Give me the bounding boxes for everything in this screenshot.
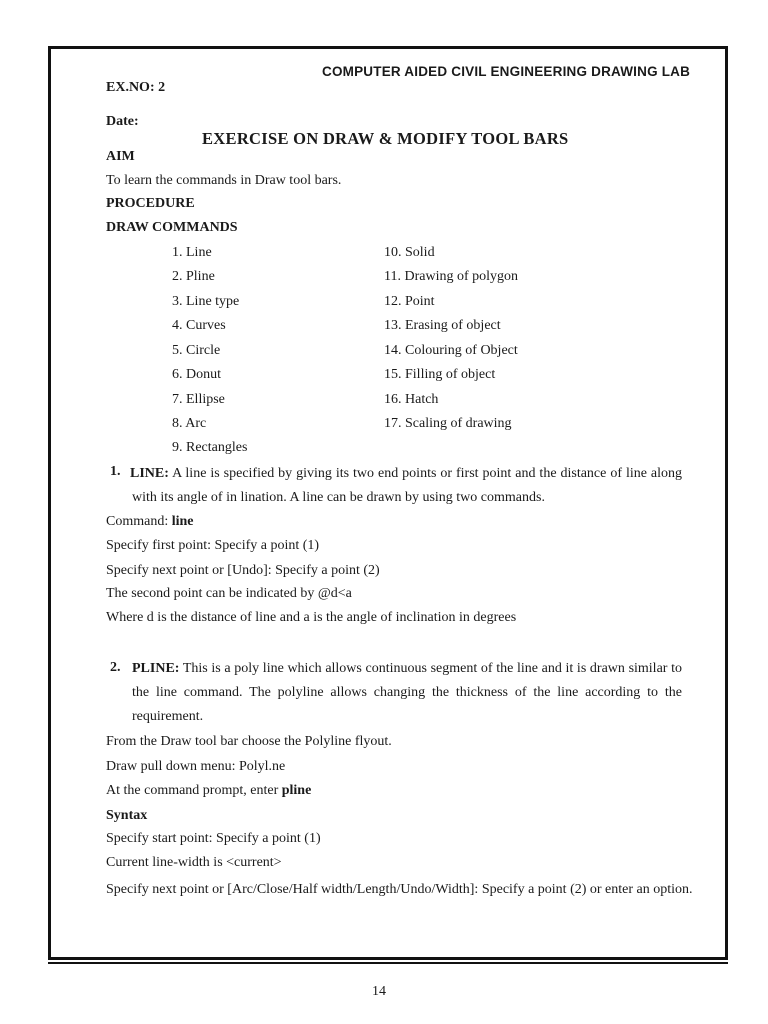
pline-section-paragraph xyxy=(132,657,682,729)
list-item: 6. Donut xyxy=(172,367,221,382)
line-section-paragraph xyxy=(132,462,682,510)
list-item: 7. Ellipse xyxy=(172,392,225,407)
date-label: Date: xyxy=(106,114,139,129)
line-section-text: A line is specified by giving its two end points or first point and the distance of line along with its angle of in lination. A line can be drawn by using two commands. xyxy=(132,466,683,505)
pline-step: Draw pull down menu: Polyl.ne xyxy=(106,759,286,774)
list-item: 9. Rectangles xyxy=(172,440,248,455)
command-name: line xyxy=(171,514,194,529)
procedure-heading: PROCEDURE xyxy=(106,196,195,211)
lab-title: COMPUTER AIDED CIVIL ENGINEERING DRAWING LAB xyxy=(322,64,691,79)
syntax-heading: Syntax xyxy=(106,808,148,823)
list-item: 1. Line xyxy=(172,245,212,260)
aim-heading: AIM xyxy=(106,149,135,164)
pline-section-text: This is a poly line which allows continuous segment of the line and it is drawn similar to the line command. The polyline allows changing the thickness of the line according to the requirement. xyxy=(132,661,682,724)
aim-text: To learn the commands in Draw tool bars. xyxy=(106,173,342,188)
bottom-rule xyxy=(48,962,728,964)
list-item: 17. Scaling of drawing xyxy=(384,416,512,431)
list-item: 5. Circle xyxy=(172,343,221,358)
list-item: 2. Pline xyxy=(172,269,215,284)
syntax-line: Current line-width is <current> xyxy=(106,855,282,870)
list-item: 16. Hatch xyxy=(384,392,439,407)
line-section-number: 1. xyxy=(110,464,121,479)
prompt-prefix: At the command prompt, enter xyxy=(106,783,279,798)
list-item: 13. Erasing of object xyxy=(384,318,501,333)
pline-prompt xyxy=(106,783,311,799)
line-step: The second point can be indicated by @d<a xyxy=(106,586,352,601)
line-step: Specify next point or [Undo]: Specify a point (2) xyxy=(106,563,380,578)
list-item: 14. Colouring of Object xyxy=(384,343,518,358)
line-section-label: LINE: xyxy=(130,466,169,481)
syntax-line: Specify next point or [Arc/Close/Half width/Length/Undo/Width]: Specify a point (2) or enter an option. xyxy=(106,882,693,897)
pline-step: From the Draw tool bar choose the Polyline flyout. xyxy=(106,734,392,749)
draw-commands-heading: DRAW COMMANDS xyxy=(106,220,238,235)
pline-section-number: 2. xyxy=(110,660,121,675)
list-item: 11. Drawing of polygon xyxy=(384,269,519,284)
list-item: 10. Solid xyxy=(384,245,435,260)
syntax-line: Specify start point: Specify a point (1) xyxy=(106,831,321,846)
pline-section-label: PLINE: xyxy=(132,661,180,676)
line-command xyxy=(106,514,194,530)
list-item: 15. Filling of object xyxy=(384,367,496,382)
command-prefix: Command: xyxy=(106,514,169,529)
prompt-command: pline xyxy=(281,783,312,798)
list-item: 12. Point xyxy=(384,294,435,309)
list-item: 8. Arc xyxy=(172,416,207,431)
page-number: 14 xyxy=(372,984,386,999)
exercise-number: EX.NO: 2 xyxy=(106,80,166,95)
line-step: Where d is the distance of line and a is the angle of inclination in degrees xyxy=(106,610,517,625)
list-item: 4. Curves xyxy=(172,318,226,333)
line-step: Specify first point: Specify a point (1) xyxy=(106,538,320,553)
exercise-title: EXERCISE ON DRAW & MODIFY TOOL BARS xyxy=(202,129,569,148)
list-item: 3. Line type xyxy=(172,294,240,309)
